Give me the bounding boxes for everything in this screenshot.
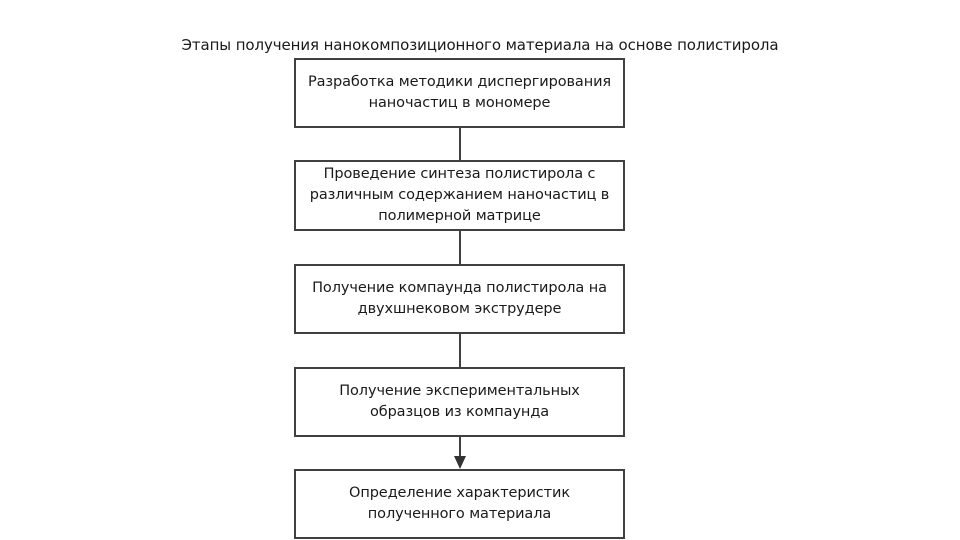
step-box-5 <box>294 469 625 539</box>
connector-line-1-2 <box>459 128 461 160</box>
step-3-text <box>312 278 607 320</box>
connector-line-3-4 <box>459 334 461 367</box>
step-3-line-2: двухшнековом экструдере <box>357 301 562 317</box>
step-box-4 <box>294 367 625 437</box>
step-2-line-2: различным содержанием наночастиц в <box>309 187 610 203</box>
step-2-text <box>310 164 610 227</box>
step-2-line-3: полимерной матрице <box>378 208 541 224</box>
step-4-line-1: Получение экспериментальных <box>339 383 580 399</box>
step-4-line-2: образцов из компаунда <box>369 404 550 420</box>
step-1-line-1: Разработка методики диспергирования <box>307 74 612 90</box>
step-box-2 <box>294 160 625 231</box>
step-2-line-1: Проведение синтеза полистирола с <box>323 166 596 182</box>
step-1-text <box>308 72 611 114</box>
connector-line-2-3 <box>459 231 461 264</box>
arrowhead-down-icon <box>454 456 466 469</box>
connector-line-4-5 <box>459 437 461 457</box>
diagram-title: Этапы получения нанокомпозиционного материала на основе полистирола <box>181 36 779 54</box>
step-4-text <box>339 381 580 423</box>
step-5-line-2: полученного материала <box>367 506 552 522</box>
step-5-text <box>349 483 570 525</box>
step-box-3 <box>294 264 625 334</box>
step-1-line-2: наночастиц в мономере <box>368 95 551 111</box>
step-3-line-1: Получение компаунда полистирола на <box>312 280 607 296</box>
step-5-line-1: Определение характеристик <box>349 485 570 501</box>
step-box-1 <box>294 58 625 128</box>
